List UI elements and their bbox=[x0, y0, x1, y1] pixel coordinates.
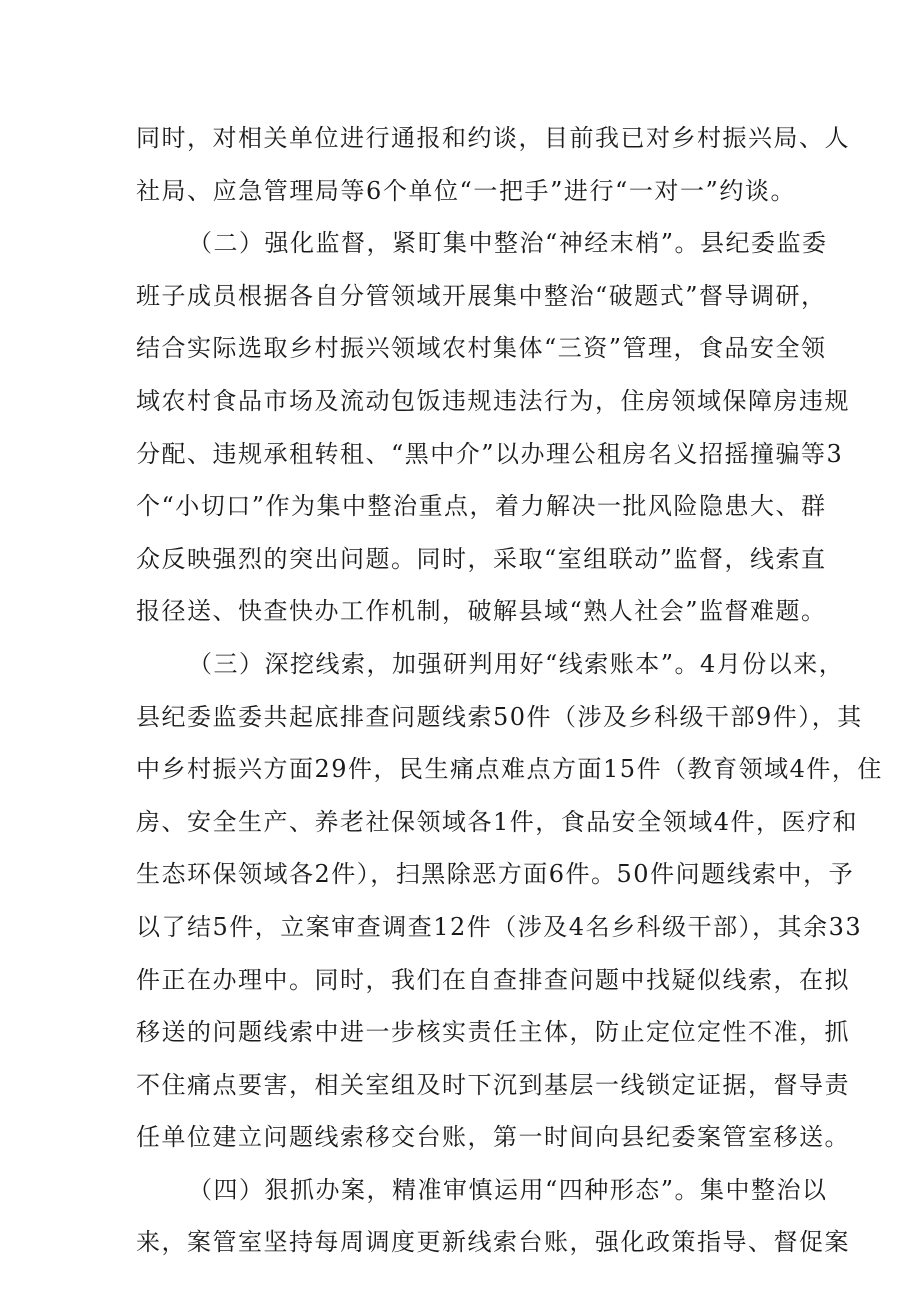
section-heading-line: （三）深挖线索，加强研判用好“线索账本”。4月份以来， bbox=[188, 649, 845, 678]
text-line: 分配、违规承租转租、“黑中介”以办理公租房名义招摇撞骗等3 bbox=[136, 439, 844, 468]
section-heading-line: （四）狠抓办案，精准审慎运用“四种形态”。集中整治以 bbox=[188, 1175, 828, 1204]
text-line: 件正在办理中。同时，我们在自查排查问题中找疑似线索，在拟 bbox=[136, 965, 850, 994]
text-line: 域农村食品市场及流动包饭违规违法行为，住房领域保障房违规 bbox=[136, 386, 850, 415]
text-line: 社局、应急管理局等6个单位“一把手”进行“一对一”约谈。 bbox=[136, 176, 796, 205]
text-line: 任单位建立问题线索移交台账，第一时间向县纪委案管室移送。 bbox=[136, 1123, 850, 1152]
text-line: 移送的问题线索中进一步核实责任主体，防止定位定性不准，抓 bbox=[136, 1018, 850, 1047]
section-heading-line: （二）强化监督，紧盯集中整治“神经末梢”。县纪委监委 bbox=[188, 229, 828, 258]
text-line: 个“小切口”作为集中整治重点，着力解决一批风险隐患大、群 bbox=[136, 492, 827, 521]
text-line: 中乡村振兴方面29件，民生痛点难点方面15件（教育领域4件，住 bbox=[136, 755, 883, 784]
text-line: 不住痛点要害，相关室组及时下沉到基层一线锁定证据，督导责 bbox=[136, 1070, 850, 1099]
text-line: 同时，对相关单位进行通报和约谈，目前我已对乡村振兴局、人 bbox=[136, 124, 850, 152]
body-text bbox=[136, 112, 883, 1269]
text-line: 众反映强烈的突出问题。同时，采取“室组联动”监督，线索直 bbox=[136, 544, 827, 573]
text-line: 来，案管室坚持每周调度更新线索台账，强化政策指导、督促案 bbox=[136, 1228, 850, 1257]
text-line: 班子成员根据各自分管领域开展集中整治“破题式”督导调研， bbox=[136, 281, 827, 310]
text-line: 房、安全生产、养老社保领域各1件，食品安全领域4件，医疗和 bbox=[136, 807, 859, 836]
text-line: 报径送、快查快办工作机制，破解县域“熟人社会”监督难题。 bbox=[136, 597, 827, 626]
text-line: 结合实际选取乡村振兴领域农村集体“三资”管理，食品安全领 bbox=[136, 334, 827, 363]
text-line: 县纪委监委共起底排查问题线索50件（涉及乡科级干部9件），其 bbox=[136, 702, 863, 731]
text-line: 生态环保领域各2件），扫黑除恶方面6件。50件问题线索中，予 bbox=[136, 860, 855, 889]
text-line: 以了结5件，立案审查调查12件（涉及4名乡科级干部），其余33 bbox=[136, 912, 863, 941]
